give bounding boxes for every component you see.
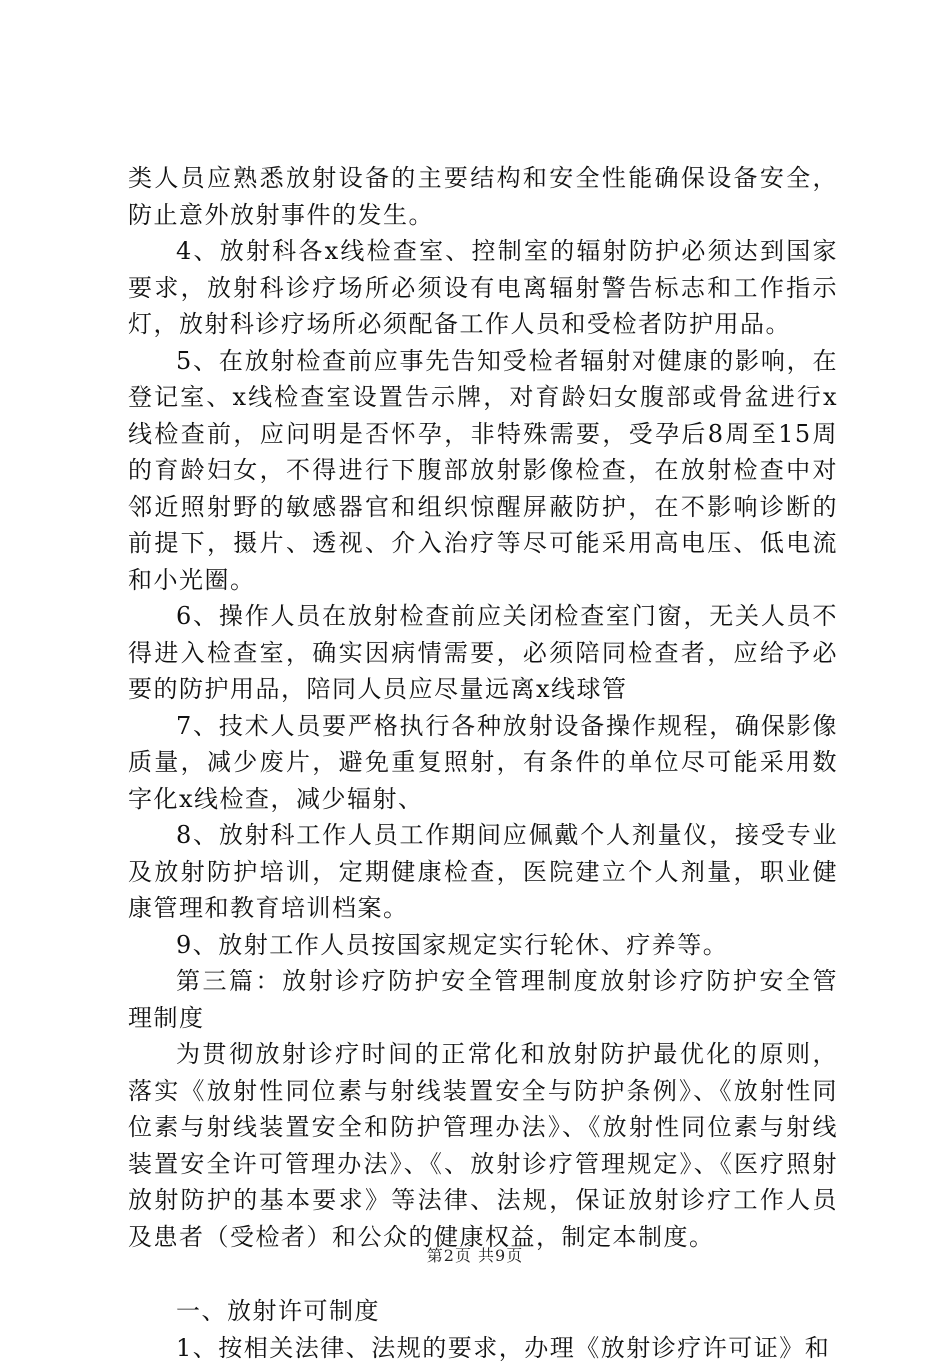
paragraph-item-8: 8、放射科工作人员工作期间应佩戴个人剂量仪，接受专业及放射防护培训，定期健康检查，医院建立个人剂量，职业健康管理和教育培训档案。 bbox=[128, 817, 838, 927]
paragraph-item-1: 1、按相关法律、法规的要求，办理《放射诊疗许可证》和 bbox=[128, 1330, 838, 1366]
page-number-footer: 第2页 共9页 bbox=[0, 1243, 950, 1266]
section-heading: 第三篇：放射诊疗防护安全管理制度放射诊疗防护安全管理制度 bbox=[128, 963, 838, 1036]
paragraph-item-7: 7、技术人员要严格执行各种放射设备操作规程，确保影像质量，减少废片，避免重复照射，有条件的单位尽可能采用数字化x线检查，减少辐射、 bbox=[128, 708, 838, 818]
paragraph-item-5: 5、在放射检查前应事先告知受检者辐射对健康的影响，在登记室、x线检查室设置告示牌，对育龄妇女腹部或骨盆进行x线检查前，应问明是否怀孕，非特殊需要，受孕后8周至15周的育龄妇女，不得进行下腹部放射影像检查，在放射检查中对邻近照射野的敏感器官和组织惊醒屏蔽防护，在不影响诊断的前提下，摄片、透视、介入治疗等尽可能采用高电压、低电流和小光圈。 bbox=[128, 343, 838, 599]
subsection-heading: 一、放射许可制度 bbox=[128, 1293, 838, 1330]
paragraph-item-4: 4、放射科各x线检查室、控制室的辐射防护必须达到国家要求，放射科诊疗场所必须设有电离辐射警告标志和工作指示灯，放射科诊疗场所必须配备工作人员和受检者防护用品。 bbox=[128, 233, 838, 343]
paragraph-continuation: 类人员应熟悉放射设备的主要结构和安全性能确保设备安全，防止意外放射事件的发生。 bbox=[128, 160, 838, 233]
paragraph-intro: 为贯彻放射诊疗时间的正常化和放射防护最优化的原则，落实《放射性同位素与射线装置安全与防护条例》、《放射性同位素与射线装置安全和防护管理办法》、《放射性同位素与射线装置安全许可管理办法》、《、放射诊疗管理规定》、《医疗照射放射防护的基本要求》等法律、法规，保证放射诊疗工作人员及患者（受检者）和公众的健康权益，制定本制度。 bbox=[128, 1036, 838, 1255]
paragraph-item-6: 6、操作人员在放射检查前应关闭检查室门窗，无关人员不得进入检查室，确实因病情需要，必须陪同检查者，应给予必要的防护用品，陪同人员应尽量远离x线球管 bbox=[128, 598, 838, 708]
document-body bbox=[128, 160, 838, 1366]
paragraph-item-9: 9、放射工作人员按国家规定实行轮休、疗养等。 bbox=[128, 927, 838, 964]
